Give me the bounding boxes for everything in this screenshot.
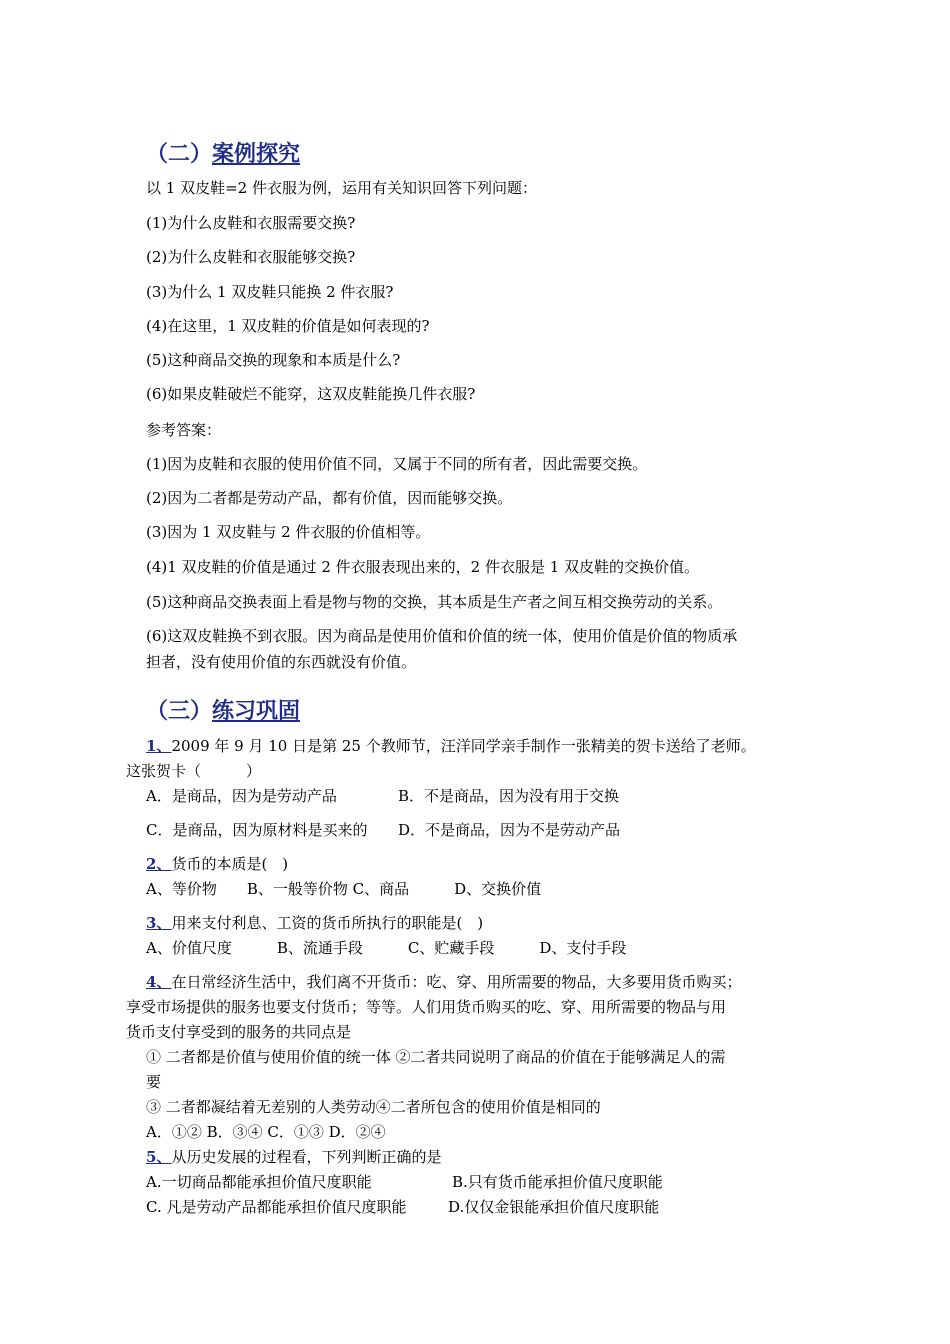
q1-line (146, 736, 756, 756)
heading-title: 练习巩固 (212, 698, 301, 724)
answer-2: (2)因为二者都是劳动产品，都有价值，因而能够交换。 (146, 489, 513, 507)
q5-option-c: C. 凡是劳动产品都能承担价值尺度职能 (146, 1198, 407, 1216)
answer-6: (6)这双皮鞋换不到衣服。因为商品是使用价值和价值的统一体，使用价值是价值的物质承 (146, 627, 738, 645)
question-3: (3)为什么 1 双皮鞋只能换 2 件衣服? (146, 283, 394, 301)
q4-line (146, 972, 741, 992)
q3-number: 3、 (146, 914, 172, 932)
q1-text: 2009 年 9 月 10 日是第 25 个教师节，汪洋同学亲手制作一张精美的贺卡送给了老师。 (171, 737, 756, 755)
question-1: (1)为什么皮鞋和衣服需要交换? (146, 214, 356, 232)
q3-text: 用来支付利息、工资的货币所执行的职能是( ) (171, 914, 484, 932)
q5-text: 从历史发展的过程看，下列判断正确的是 (171, 1148, 442, 1166)
q4-statement-1: ① 二者都是价值与使用价值的统一体 ②二者共同说明了商品的价值在于能够满足人的需 (146, 1048, 726, 1066)
q2-line (146, 854, 288, 874)
q5-option-b: B.只有货币能承担价值尺度职能 (452, 1173, 663, 1191)
q5-number: 5、 (146, 1148, 172, 1166)
q5-option-d: D.仅仅金银能承担价值尺度职能 (448, 1198, 660, 1216)
case-intro: 以 1 双皮鞋=2 件衣服为例，运用有关知识回答下列问题： (146, 179, 537, 197)
q4-options: A．①② B．③④ C．①③ D．②④ (146, 1123, 386, 1141)
answer-label: 参考答案： (146, 421, 222, 439)
answer-3: (3)因为 1 双皮鞋与 2 件衣服的价值相等。 (146, 523, 431, 541)
q2-text: 货币的本质是( ) (171, 855, 289, 873)
question-5: (5)这种商品交换的现象和本质是什么? (146, 351, 401, 369)
q3-line (146, 913, 483, 933)
answer-6-cont: 担者，没有使用价值的东西就没有价值。 (146, 653, 417, 671)
q1-text-cont: 这张贺卡（ ） (126, 762, 262, 780)
q4-number: 4、 (146, 973, 172, 991)
answer-4: (4)1 双皮鞋的价值是通过 2 件衣服表现出来的，2 件衣服是 1 双皮鞋的交换价值。 (146, 558, 700, 576)
answer-5: (5)这种商品交换表面上看是物与物的交换，其本质是生产者之间互相交换劳动的关系。 (146, 593, 723, 611)
section-heading-case-study (146, 137, 300, 168)
heading-prefix: （二） (146, 141, 213, 167)
question-4: (4)在这里，1 双皮鞋的价值是如何表现的? (146, 317, 430, 335)
q5-line (146, 1147, 441, 1167)
q2-options: A、等价物 B、一般等价物 C、商品 D、交换价值 (146, 880, 542, 898)
q1-option-b: B．不是商品，因为没有用于交换 (398, 787, 620, 805)
question-6: (6)如果皮鞋破烂不能穿，这双皮鞋能换几件衣服? (146, 385, 476, 403)
q1-number: 1、 (146, 737, 172, 755)
q4-text: 在日常经济生活中，我们离不开货币：吃、穿、用所需要的物品，大多要用货币购买； (171, 973, 742, 991)
q1-option-d: D．不是商品，因为不是劳动产品 (398, 821, 621, 839)
section-heading-practice (146, 694, 300, 725)
q4-statement-1-cont: 要 (146, 1073, 162, 1091)
q4-statement-2: ③ 二者都凝结着无差别的人类劳动④二者所包含的使用价值是相同的 (146, 1098, 601, 1116)
heading-title: 案例探究 (212, 141, 301, 167)
q5-option-a: A.一切商品都能承担价值尺度职能 (146, 1173, 372, 1191)
q1-option-c: C．是商品，因为原材料是买来的 (146, 821, 368, 839)
q3-options: A、价值尺度 B、流通手段 C、贮藏手段 D、支付手段 (146, 939, 627, 957)
question-2: (2)为什么皮鞋和衣服能够交换? (146, 248, 356, 266)
q2-number: 2、 (146, 855, 172, 873)
q4-text-cont2: 货币支付享受到的服务的共同点是 (126, 1023, 352, 1041)
q4-text-cont: 享受市场提供的服务也要支付货币；等等。人们用货币购买的吃、穿、用所需要的物品与用 (126, 998, 727, 1016)
heading-prefix: （三） (146, 698, 213, 724)
q1-option-a: A．是商品，因为是劳动产品 (146, 787, 337, 805)
answer-1: (1)因为皮鞋和衣服的使用价值不同，又属于不同的所有者，因此需要交换。 (146, 455, 648, 473)
